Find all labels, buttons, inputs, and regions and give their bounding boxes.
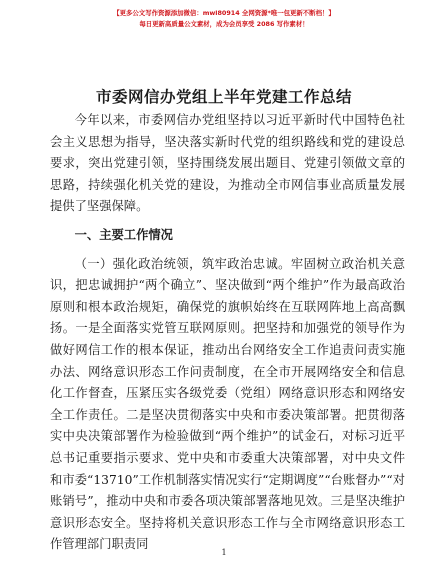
promo-banner: [0, 8, 448, 30]
promo-banner-line1: 【更多公文写作资源添加微信：mwl80914 全网资源*唯一包更新不断档！】: [113, 9, 335, 17]
promo-banner-line2: 每日更新高质量公文素材，成为会员享受 2086 写作素材！: [139, 20, 309, 28]
document-body: [50, 110, 405, 556]
intro-paragraph: 今年以来，市委网信办党组坚持以习近平新时代中国特色社会主义思想为指导，坚决落实新时代党的组织路线和党的建设总要求，突出党建引领，坚持围绕发展出题目、党建引领做文章的思路，持续强化机关党的建设，为推动全市网信事业高质量发展提供了坚强保障。: [50, 113, 405, 214]
body-paragraph: （一）强化政治统领，筑牢政治忠诚。牢固树立政治机关意识，把忠诚拥护“两个确立”、坚决做到“两个维护”作为最高政治原则和根本政治规矩，确保党的旗帜始终在互联网阵地上高高飘扬。一是全面落实党管互联网原则。把坚持和加强党的领导作为做好网信工作的根本保证，推动出台网络安全工作追责问责实施办法、网络意识形态工作问责制度，在全市开展网络安全和信息化工作督查，压紧压实各级党委（党组）网络意识形态和网络安全工作责任。二是坚决贯彻落实中央和市委决策部署。把贯彻落实中央决策部署作为检验做到“两个维护”的试金石，对标习近平总书记重要指示要求、党中央和市委重大决策部署，对中央文件和市委“13710”工作机制落实情况实行“定期调度”“台账督办”“对账销号”，推动中央和市委各项决策部署落地见效。三是坚决维护意识形态安全。坚持将机关意识形态工作与全市网络意识形态工作管理部门职责同: [50, 256, 405, 552]
document-title: 市委网信办党组上半年党建工作总结: [95, 87, 352, 106]
page-number: 1: [221, 548, 227, 557]
section-heading: 一、主要工作情况: [74, 226, 173, 242]
